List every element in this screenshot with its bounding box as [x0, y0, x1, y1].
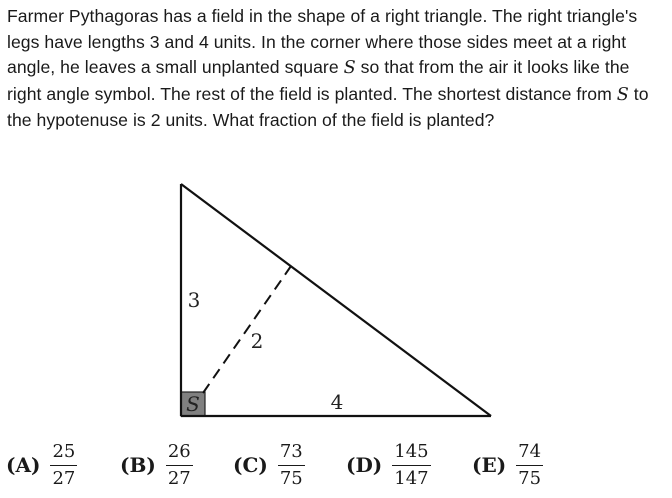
choice-e: [472, 436, 543, 494]
choice-b-denominator: 27: [167, 467, 191, 489]
choice-e-denominator: 75: [518, 467, 542, 489]
distance-label: 2: [250, 329, 264, 353]
vertical-leg-label: 3: [187, 288, 201, 312]
choice-e-letter: (E): [472, 453, 507, 477]
choice-c-denominator: 75: [279, 467, 303, 489]
choice-d-fraction: [392, 441, 430, 490]
square-label: S: [186, 392, 200, 416]
choice-b-numerator: 26: [166, 441, 193, 466]
choice-b-letter: (B): [120, 453, 156, 477]
problem-text-part-2: so that from the air it looks like the right angle symbol. The rest of the field is planted. The shortest distance from: [7, 57, 630, 104]
choice-a-numerator: 25: [50, 441, 77, 466]
choice-c: [233, 436, 305, 494]
choice-a: [6, 436, 77, 494]
choice-c-fraction: [278, 441, 305, 490]
choice-b: [120, 436, 193, 494]
problem-text-part-1: Farmer Pythagoras has a field in the shape of a right triangle. The right triangle's legs have lengths 3 and 4 units. In the corner where those sides meet at a right angle, he leaves a small unplanted square: [7, 6, 638, 78]
choice-e-fraction: [516, 441, 543, 490]
choice-b-fraction: [166, 441, 193, 490]
hypotenuse: [181, 184, 491, 416]
distance-dashed-line: [203, 266, 291, 393]
square-variable-s-2: S: [616, 84, 629, 105]
square-variable-s: S: [343, 58, 356, 79]
choice-c-numerator: 73: [278, 441, 305, 466]
choice-a-denominator: 27: [52, 467, 76, 489]
choice-c-letter: (C): [233, 453, 268, 477]
choice-d: [346, 436, 431, 494]
problem-text-part-3: to the hypotenuse is 2 units. What fraction of the field is planted?: [7, 83, 649, 131]
choice-d-denominator: 147: [394, 467, 429, 489]
choice-e-numerator: 74: [516, 441, 543, 466]
horizontal-leg-label: 4: [330, 390, 344, 414]
choice-d-numerator: 145: [392, 441, 430, 466]
choice-d-letter: (D): [346, 453, 383, 477]
choice-a-letter: (A): [6, 453, 41, 477]
choice-a-fraction: [50, 441, 77, 490]
